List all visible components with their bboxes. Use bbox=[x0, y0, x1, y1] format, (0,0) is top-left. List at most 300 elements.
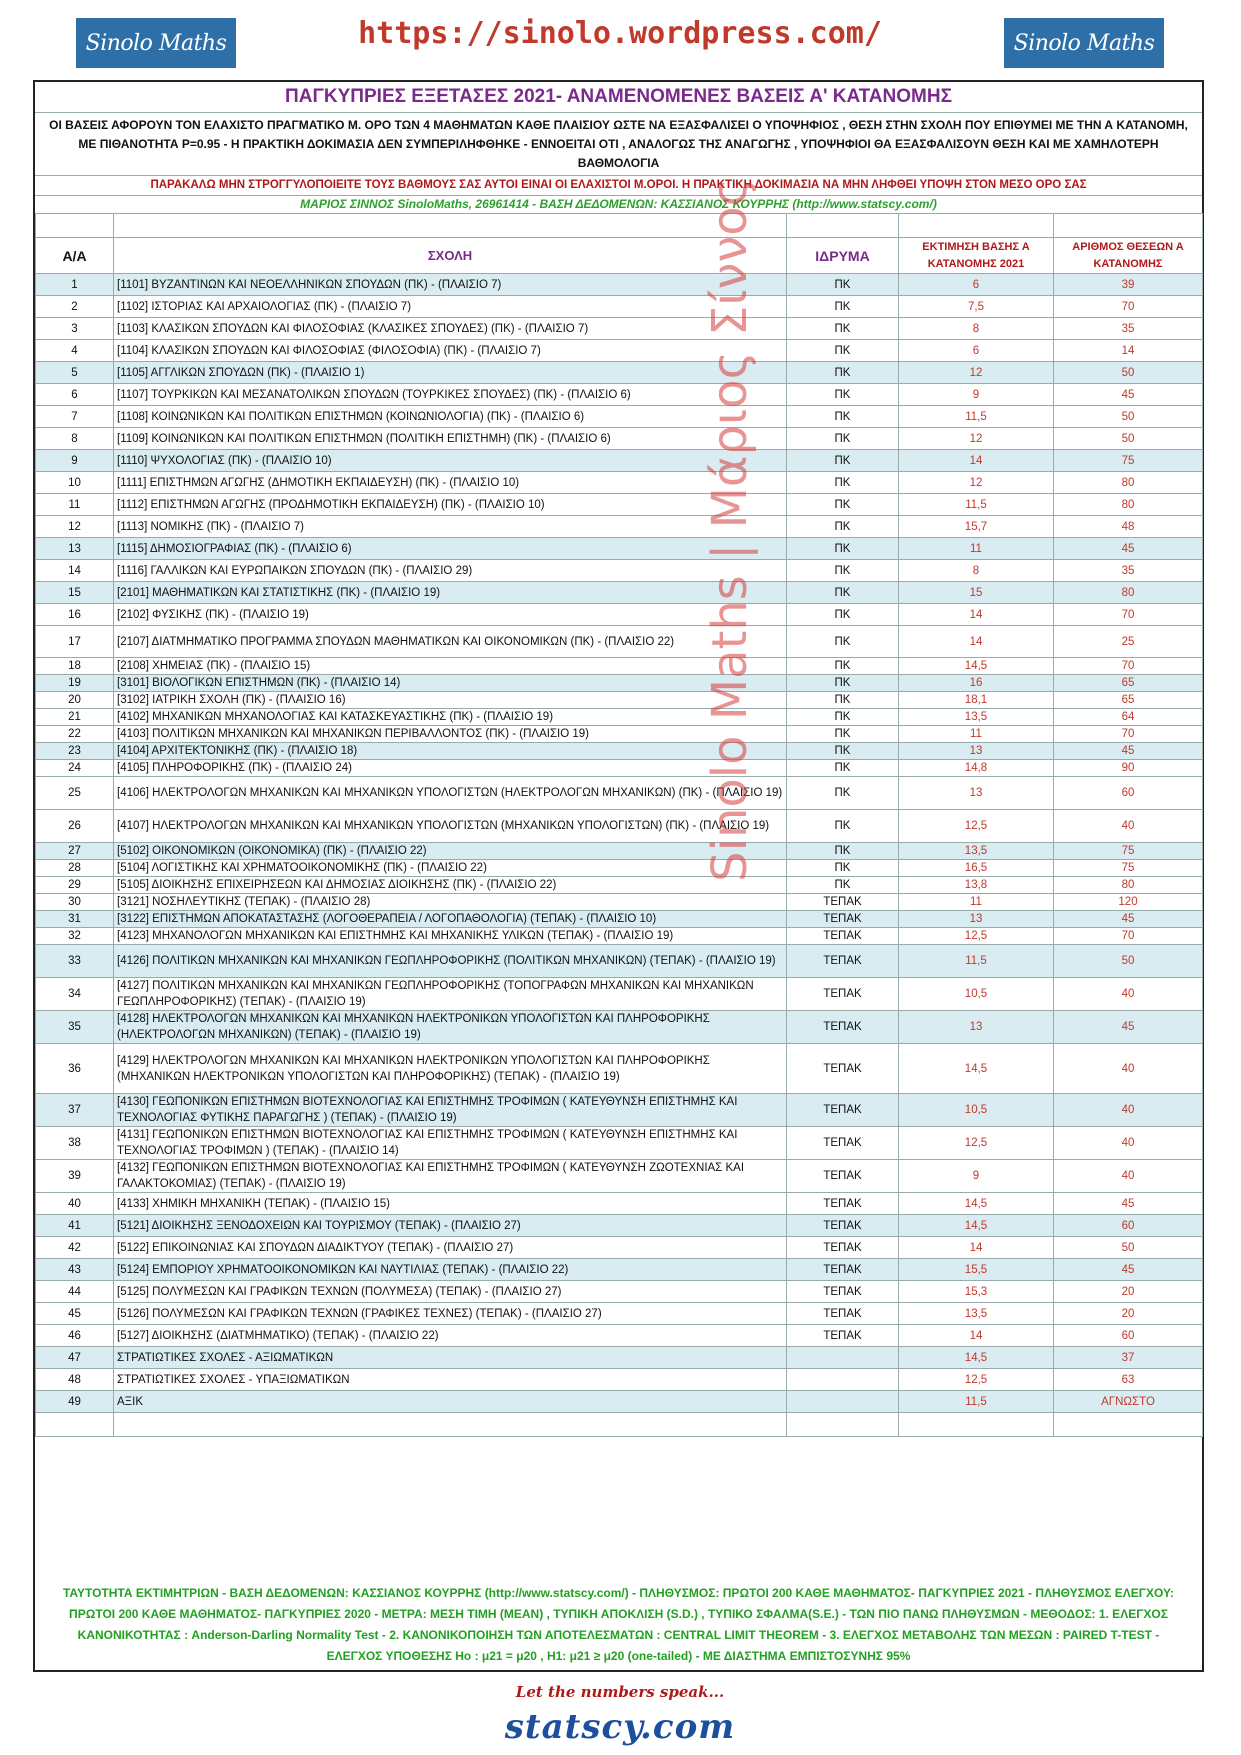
row-estimate: 16,5 bbox=[899, 860, 1054, 877]
row-school: [5127] ΔΙΟΙΚΗΣΗΣ (ΔΙΑΤΜΗΜΑΤΙΚΟ) (ΤΕΠΑΚ) - (ΠΛΑΙΣΙΟ 22) bbox=[114, 1325, 787, 1347]
row-seats: 50 bbox=[1054, 406, 1203, 428]
row-seats: 50 bbox=[1054, 945, 1203, 978]
row-number: 5 bbox=[36, 362, 114, 384]
row-number: 17 bbox=[36, 626, 114, 658]
row-institution: ΠΚ bbox=[787, 810, 899, 843]
row-number: 39 bbox=[36, 1160, 114, 1193]
results-table bbox=[35, 213, 1203, 1437]
row-school: [1110] ΨΥΧΟΛΟΓΙΑΣ (ΠΚ) - (ΠΛΑΙΣΙΟ 10) bbox=[114, 450, 787, 472]
row-school: [5104] ΛΟΓΙΣΤΙΚΗΣ ΚΑΙ ΧΡΗΜΑΤΟΟΙΚΟΝΟΜΙΚΗΣ (ΠΚ) - (ΠΛΑΙΣΙΟ 22) bbox=[114, 860, 787, 877]
row-institution: ΤΕΠΑΚ bbox=[787, 1325, 899, 1347]
row-seats: 45 bbox=[1054, 384, 1203, 406]
row-seats: 70 bbox=[1054, 928, 1203, 945]
row-school: [2102] ΦΥΣΙΚΗΣ (ΠΚ) - (ΠΛΑΙΣΙΟ 19) bbox=[114, 604, 787, 626]
row-estimate: 13 bbox=[899, 743, 1054, 760]
row-school: ΑΞΙΚ bbox=[114, 1391, 787, 1413]
row-seats: 45 bbox=[1054, 743, 1203, 760]
header-seats-line1: ΑΡΙΘΜΟΣ ΘΕΣΕΩΝ Α bbox=[1072, 240, 1184, 253]
row-institution: ΠΚ bbox=[787, 860, 899, 877]
row-seats: 80 bbox=[1054, 472, 1203, 494]
row-school: [5122] ΕΠΙΚΟΙΝΩΝΙΑΣ ΚΑΙ ΣΠΟΥΔΩΝ ΔΙΑΔΙΚΤΥΟΥ (ΤΕΠΑΚ) - (ΠΛΑΙΣΙΟ 27) bbox=[114, 1237, 787, 1259]
row-school: [1116] ΓΑΛΛΙΚΩΝ ΚΑΙ ΕΥΡΩΠΑΙΚΩΝ ΣΠΟΥΔΩΝ (ΠΚ) - (ΠΛΑΙΣΙΟ 29) bbox=[114, 560, 787, 582]
row-school: [1102] ΙΣΤΟΡΙΑΣ ΚΑΙ ΑΡΧΑΙΟΛΟΓΙΑΣ (ΠΚ) - (ΠΛΑΙΣΙΟ 7) bbox=[114, 296, 787, 318]
table-row bbox=[36, 978, 1203, 1011]
row-estimate: 14 bbox=[899, 1237, 1054, 1259]
row-number: 33 bbox=[36, 945, 114, 978]
statscy-tagline: Let the numbers speak... bbox=[515, 1683, 725, 1701]
header-estimate-line2: ΚΑΤΑΝΟΜΗΣ 2021 bbox=[927, 257, 1025, 270]
row-estimate: 11 bbox=[899, 726, 1054, 743]
row-seats: 65 bbox=[1054, 675, 1203, 692]
row-school: [1101] ΒΥΖΑΝΤΙΝΩΝ ΚΑΙ ΝΕΟΕΛΛΗΝΙΚΩΝ ΣΠΟΥΔΩΝ (ΠΚ) - (ΠΛΑΙΣΙΟ 7) bbox=[114, 274, 787, 296]
row-number: 45 bbox=[36, 1303, 114, 1325]
row-institution bbox=[787, 1369, 899, 1391]
row-estimate: 14,5 bbox=[899, 1347, 1054, 1369]
table-row bbox=[36, 1369, 1203, 1391]
row-estimate: 15,7 bbox=[899, 516, 1054, 538]
row-seats: 37 bbox=[1054, 1347, 1203, 1369]
row-school: [4107] ΗΛΕΚΤΡΟΛΟΓΩΝ ΜΗΧΑΝΙΚΩΝ ΚΑΙ ΜΗΧΑΝΙΚΩΝ ΥΠΟΛΟΓΙΣΤΩΝ (ΜΗΧΑΝΙΚΩΝ ΥΠΟΛΟΓΙΣΤΩΝ) (ΠΚ) - (ΠΛΑΙΣΙΟ 19) bbox=[114, 810, 787, 843]
row-estimate: 12,5 bbox=[899, 928, 1054, 945]
row-seats: 35 bbox=[1054, 560, 1203, 582]
row-school: [3101] ΒΙΟΛΟΓΙΚΩΝ ΕΠΙΣΤΗΜΩΝ (ΠΚ) - (ΠΛΑΙΣΙΟ 14) bbox=[114, 675, 787, 692]
row-number: 44 bbox=[36, 1281, 114, 1303]
row-school: [4103] ΠΟΛΙΤΙΚΩΝ ΜΗΧΑΝΙΚΩΝ ΚΑΙ ΜΗΧΑΝΙΚΩΝ ΠΕΡΙΒΑΛΛΟΝΤΟΣ (ΠΚ) - (ΠΛΑΙΣΙΟ 19) bbox=[114, 726, 787, 743]
row-seats: 45 bbox=[1054, 1193, 1203, 1215]
row-seats: 45 bbox=[1054, 911, 1203, 928]
row-seats: 70 bbox=[1054, 604, 1203, 626]
table-row bbox=[36, 777, 1203, 810]
row-estimate: 8 bbox=[899, 318, 1054, 340]
row-institution: ΠΚ bbox=[787, 494, 899, 516]
row-estimate: 6 bbox=[899, 340, 1054, 362]
row-number: 48 bbox=[36, 1369, 114, 1391]
row-institution: ΤΕΠΑΚ bbox=[787, 1044, 899, 1094]
header-aa: Α/Α bbox=[36, 238, 114, 274]
row-estimate: 13 bbox=[899, 911, 1054, 928]
table-row bbox=[36, 362, 1203, 384]
row-school: [4106] ΗΛΕΚΤΡΟΛΟΓΩΝ ΜΗΧΑΝΙΚΩΝ ΚΑΙ ΜΗΧΑΝΙΚΩΝ ΥΠΟΛΟΓΙΣΤΩΝ (ΗΛΕΚΤΡΟΛΟΓΩΝ ΜΗΧΑΝΙΚΩΝ) (ΠΚ) - (ΠΛΑΙΣΙΟ 19) bbox=[114, 777, 787, 810]
table-row bbox=[36, 928, 1203, 945]
row-number: 47 bbox=[36, 1347, 114, 1369]
sinolo-maths-logo-right: Sinolo Maths bbox=[1004, 18, 1164, 68]
row-institution: ΠΚ bbox=[787, 760, 899, 777]
row-seats: 40 bbox=[1054, 1127, 1203, 1160]
row-school: [1105] ΑΓΓΛΙΚΩΝ ΣΠΟΥΔΩΝ (ΠΚ) - (ΠΛΑΙΣΙΟ 1) bbox=[114, 362, 787, 384]
page-title: ΠΑΓΚΥΠΡΙΕΣ ΕΞΕΤΑΣΕΣ 2021- ΑΝΑΜΕΝΟΜΕΝΕΣ ΒΑΣΕΙΣ Α' ΚΑΤΑΝΟΜΗΣ bbox=[35, 82, 1202, 113]
table-row bbox=[36, 810, 1203, 843]
row-estimate: 14,5 bbox=[899, 1215, 1054, 1237]
row-school: [1104] ΚΛΑΣΙΚΩΝ ΣΠΟΥΔΩΝ ΚΑΙ ΦΙΛΟΣΟΦΙΑΣ (ΦΙΛΟΣΟΦΙΑ) (ΠΚ) - (ΠΛΑΙΣΙΟ 7) bbox=[114, 340, 787, 362]
row-seats: 40 bbox=[1054, 1044, 1203, 1094]
table-row bbox=[36, 406, 1203, 428]
table-row bbox=[36, 760, 1203, 777]
row-school: [2107] ΔΙΑΤΜΗΜΑΤΙΚΟ ΠΡΟΓΡΑΜΜΑ ΣΠΟΥΔΩΝ ΜΑΘΗΜΑΤΙΚΩΝ ΚΑΙ ΟΙΚΟΝΟΜΙΚΩΝ (ΠΚ) - (ΠΛΑΙΣΙΟ 22) bbox=[114, 626, 787, 658]
row-estimate: 14 bbox=[899, 604, 1054, 626]
row-seats: 70 bbox=[1054, 726, 1203, 743]
row-school: [4127] ΠΟΛΙΤΙΚΩΝ ΜΗΧΑΝΙΚΩΝ ΚΑΙ ΜΗΧΑΝΙΚΩΝ ΓΕΩΠΛΗΡΟΦΟΡΙΚΗΣ (ΤΟΠΟΓΡΑΦΩΝ ΜΗΧΑΝΙΚΩΝ ΚΑΙ ΜΗΧΑΝΙΚΩΝ ΓΕΩΠΛΗΡΟΦΟΡΙΚΗΣ) (ΤΕΠΑΚ) - (ΠΛΑΙΣΙΟ 19) bbox=[114, 978, 787, 1011]
row-estimate: 14 bbox=[899, 1325, 1054, 1347]
row-seats: 45 bbox=[1054, 538, 1203, 560]
row-institution: ΤΕΠΑΚ bbox=[787, 1259, 899, 1281]
row-seats: 70 bbox=[1054, 658, 1203, 675]
row-seats: 14 bbox=[1054, 340, 1203, 362]
table-row bbox=[36, 675, 1203, 692]
row-number: 10 bbox=[36, 472, 114, 494]
row-seats: 60 bbox=[1054, 1325, 1203, 1347]
row-estimate: 11,5 bbox=[899, 1391, 1054, 1413]
row-number: 15 bbox=[36, 582, 114, 604]
row-number: 14 bbox=[36, 560, 114, 582]
row-institution: ΠΚ bbox=[787, 743, 899, 760]
row-estimate: 13,5 bbox=[899, 843, 1054, 860]
row-seats: 48 bbox=[1054, 516, 1203, 538]
row-institution: ΠΚ bbox=[787, 362, 899, 384]
header-estimate-line1: ΕΚΤΙΜΗΣΗ ΒΑΣΗΣ Α bbox=[922, 240, 1030, 253]
table-header-row bbox=[36, 238, 1203, 274]
table-row bbox=[36, 582, 1203, 604]
watermark-text: Sinolo Maths | Μάριος Σίννος bbox=[702, 178, 758, 882]
header-institution: ΙΔΡΥΜΑ bbox=[787, 238, 899, 274]
table-row bbox=[36, 384, 1203, 406]
table-row bbox=[36, 428, 1203, 450]
row-number: 40 bbox=[36, 1193, 114, 1215]
row-seats: 65 bbox=[1054, 692, 1203, 709]
row-seats: 120 bbox=[1054, 894, 1203, 911]
row-number: 49 bbox=[36, 1391, 114, 1413]
row-estimate: 10,5 bbox=[899, 1094, 1054, 1127]
row-institution: ΠΚ bbox=[787, 318, 899, 340]
row-institution bbox=[787, 1391, 899, 1413]
row-estimate: 14,8 bbox=[899, 760, 1054, 777]
row-institution: ΠΚ bbox=[787, 274, 899, 296]
row-institution: ΠΚ bbox=[787, 582, 899, 604]
row-school: [1111] ΕΠΙΣΤΗΜΩΝ ΑΓΩΓΗΣ (ΔΗΜΟΤΙΚΗ ΕΚΠΑΙΔΕΥΣΗ) (ΠΚ) - (ΠΛΑΙΣΙΟ 10) bbox=[114, 472, 787, 494]
row-estimate: 14,5 bbox=[899, 658, 1054, 675]
row-estimate: 11,5 bbox=[899, 494, 1054, 516]
row-institution: ΠΚ bbox=[787, 538, 899, 560]
table-row bbox=[36, 1215, 1203, 1237]
row-institution: ΠΚ bbox=[787, 472, 899, 494]
row-number: 46 bbox=[36, 1325, 114, 1347]
row-seats: 40 bbox=[1054, 1094, 1203, 1127]
row-estimate: 14,5 bbox=[899, 1193, 1054, 1215]
row-institution: ΤΕΠΑΚ bbox=[787, 1160, 899, 1193]
row-number: 6 bbox=[36, 384, 114, 406]
table-row bbox=[36, 1303, 1203, 1325]
row-number: 18 bbox=[36, 658, 114, 675]
blank-row bbox=[36, 1413, 1203, 1437]
row-school: [1115] ΔΗΜΟΣΙΟΓΡΑΦΙΑΣ (ΠΚ) - (ΠΛΑΙΣΙΟ 6) bbox=[114, 538, 787, 560]
row-institution: ΤΕΠΑΚ bbox=[787, 1193, 899, 1215]
row-number: 9 bbox=[36, 450, 114, 472]
row-estimate: 13 bbox=[899, 777, 1054, 810]
row-institution: ΤΕΠΑΚ bbox=[787, 928, 899, 945]
table-row bbox=[36, 516, 1203, 538]
row-institution: ΠΚ bbox=[787, 777, 899, 810]
table-row bbox=[36, 1160, 1203, 1193]
row-number: 19 bbox=[36, 675, 114, 692]
row-seats: 40 bbox=[1054, 1160, 1203, 1193]
table-row bbox=[36, 274, 1203, 296]
row-estimate: 9 bbox=[899, 384, 1054, 406]
table-row bbox=[36, 911, 1203, 928]
row-estimate: 8 bbox=[899, 560, 1054, 582]
row-institution: ΠΚ bbox=[787, 340, 899, 362]
row-institution: ΤΕΠΑΚ bbox=[787, 1094, 899, 1127]
row-number: 11 bbox=[36, 494, 114, 516]
row-school: [3102] ΙΑΤΡΙΚΗ ΣΧΟΛΗ (ΠΚ) - (ΠΛΑΙΣΙΟ 16) bbox=[114, 692, 787, 709]
row-estimate: 13,8 bbox=[899, 877, 1054, 894]
row-school: [4126] ΠΟΛΙΤΙΚΩΝ ΜΗΧΑΝΙΚΩΝ ΚΑΙ ΜΗΧΑΝΙΚΩΝ ΓΕΩΠΛΗΡΟΦΟΡΙΚΗΣ (ΠΟΛΙΤΙΚΩΝ ΜΗΧΑΝΙΚΩΝ) (ΤΕΠΑΚ) - (ΠΛΑΙΣΙΟ 19) bbox=[114, 945, 787, 978]
row-institution: ΠΚ bbox=[787, 406, 899, 428]
row-number: 21 bbox=[36, 709, 114, 726]
row-school: [4132] ΓΕΩΠΟΝΙΚΩΝ ΕΠΙΣΤΗΜΩΝ ΒΙΟΤΕΧΝΟΛΟΓΙΑΣ ΚΑΙ ΕΠΙΣΤΗΜΗΣ ΤΡΟΦΙΜΩΝ ( ΚΑΤΕΥΘΥΝΣΗ ΖΩΟΤΕΧΝΙΑΣ ΚΑΙ ΓΑΛΑΚΤΟΚΟΜΙΑΣ) (ΤΕΠΑΚ) - (ΠΛΑΙΣΙΟ 19) bbox=[114, 1160, 787, 1193]
row-institution: ΠΚ bbox=[787, 726, 899, 743]
row-school: [5105] ΔΙΟΙΚΗΣΗΣ ΕΠΙΧΕΙΡΗΣΕΩΝ ΚΑΙ ΔΗΜΟΣΙΑΣ ΔΙΟΙΚΗΣΗΣ (ΠΚ) - (ΠΛΑΙΣΙΟ 22) bbox=[114, 877, 787, 894]
row-seats: 39 bbox=[1054, 274, 1203, 296]
row-estimate: 11,5 bbox=[899, 945, 1054, 978]
row-school: [5126] ΠΟΛΥΜΕΣΩΝ ΚΑΙ ΓΡΑΦΙΚΩΝ ΤΕΧΝΩΝ (ΓΡΑΦΙΚΕΣ ΤΕΧΝΕΣ) (ΤΕΠΑΚ) - (ΠΛΑΙΣΙΟ 27) bbox=[114, 1303, 787, 1325]
row-institution: ΠΚ bbox=[787, 428, 899, 450]
row-school: [3122] ΕΠΙΣΤΗΜΩΝ ΑΠΟΚΑΤΑΣΤΑΣΗΣ (ΛΟΓΟΘΕΡΑΠΕΙΑ / ΛΟΓΟΠΑΘΟΛΟΓΙΑ) (ΤΕΠΑΚ) - (ΠΛΑΙΣΙΟ 10) bbox=[114, 911, 787, 928]
table-row bbox=[36, 877, 1203, 894]
row-seats: 75 bbox=[1054, 860, 1203, 877]
row-seats: 80 bbox=[1054, 494, 1203, 516]
row-institution: ΠΚ bbox=[787, 516, 899, 538]
row-number: 20 bbox=[36, 692, 114, 709]
row-school: ΣΤΡΑΤΙΩΤΙΚΕΣ ΣΧΟΛΕΣ - ΑΞΙΩΜΑΤΙΚΩΝ bbox=[114, 1347, 787, 1369]
table-row bbox=[36, 472, 1203, 494]
row-number: 32 bbox=[36, 928, 114, 945]
row-estimate: 18,1 bbox=[899, 692, 1054, 709]
row-institution: ΠΚ bbox=[787, 450, 899, 472]
row-institution: ΤΕΠΑΚ bbox=[787, 1237, 899, 1259]
table-row bbox=[36, 538, 1203, 560]
row-school: ΣΤΡΑΤΙΩΤΙΚΕΣ ΣΧΟΛΕΣ - ΥΠΑΞΙΩΜΑΤΙΚΩΝ bbox=[114, 1369, 787, 1391]
row-school: [4131] ΓΕΩΠΟΝΙΚΩΝ ΕΠΙΣΤΗΜΩΝ ΒΙΟΤΕΧΝΟΛΟΓΙΑΣ ΚΑΙ ΕΠΙΣΤΗΜΗΣ ΤΡΟΦΙΜΩΝ ( ΚΑΤΕΥΘΥΝΣΗ ΕΠΙΣΤΗΜΗΣ ΚΑΙ ΤΕΧΝΟΛΟΓΙΑΣ ΤΡΟΦΙΜΩΝ ) (ΤΕΠΑΚ) - (ΠΛΑΙΣΙΟ 14) bbox=[114, 1127, 787, 1160]
row-institution: ΠΚ bbox=[787, 604, 899, 626]
warning-text: ΠΑΡΑΚΑΛΩ ΜΗΝ ΣΤΡΟΓΓΥΛΟΠΟΙΕΙΤΕ ΤΟΥΣ ΒΑΘΜΟΥΣ ΣΑΣ ΑΥΤΟΙ ΕΙΝΑΙ ΟΙ ΕΛΑΧΙΣΤΟΙ Μ.ΟΡΟΙ. Η ΠΡΑΚΤΙΚΗ ΔΟΚΙΜΑΣΙΑ ΝΑ ΜΗΝ ΛΗΦΘΕΙ ΥΠΟΨΗ ΣΤΟΝ ΜΕΣΟ ΟΡΟ ΣΑΣ bbox=[35, 176, 1202, 196]
row-number: 16 bbox=[36, 604, 114, 626]
row-number: 34 bbox=[36, 978, 114, 1011]
table-row bbox=[36, 450, 1203, 472]
table-row bbox=[36, 560, 1203, 582]
table-row bbox=[36, 1237, 1203, 1259]
row-school: [2108] ΧΗΜΕΙΑΣ (ΠΚ) - (ΠΛΑΙΣΙΟ 15) bbox=[114, 658, 787, 675]
row-seats: 63 bbox=[1054, 1369, 1203, 1391]
row-number: 23 bbox=[36, 743, 114, 760]
row-school: [4129] ΗΛΕΚΤΡΟΛΟΓΩΝ ΜΗΧΑΝΙΚΩΝ ΚΑΙ ΜΗΧΑΝΙΚΩΝ ΗΛΕΚΤΡΟΝΙΚΩΝ ΥΠΟΛΟΓΙΣΤΩΝ ΚΑΙ ΠΛΗΡΟΦΟΡΙΚΗΣ (ΜΗΧΑΝΙΚΩΝ ΗΛΕΚΤΡΟΝΙΚΩΝ ΥΠΟΛΟΓΙΣΤΩΝ ΚΑΙ ΠΛΗΡΟΦΟΡΙΚΗΣ) (ΤΕΠΑΚ) - (ΠΛΑΙΣΙΟ 19) bbox=[114, 1044, 787, 1094]
row-school: [5124] ΕΜΠΟΡΙΟΥ ΧΡΗΜΑΤΟΟΙΚΟΝΟΜΙΚΩΝ ΚΑΙ ΝΑΥΤΙΛΙΑΣ (ΤΕΠΑΚ) - (ΠΛΑΙΣΙΟ 22) bbox=[114, 1259, 787, 1281]
row-seats: 35 bbox=[1054, 318, 1203, 340]
row-number: 30 bbox=[36, 894, 114, 911]
row-number: 22 bbox=[36, 726, 114, 743]
row-number: 26 bbox=[36, 810, 114, 843]
row-estimate: 16 bbox=[899, 675, 1054, 692]
table-row bbox=[36, 658, 1203, 675]
row-estimate: 12,5 bbox=[899, 1369, 1054, 1391]
row-institution: ΤΕΠΑΚ bbox=[787, 945, 899, 978]
row-seats: 20 bbox=[1054, 1281, 1203, 1303]
table-row bbox=[36, 318, 1203, 340]
table-row bbox=[36, 340, 1203, 362]
row-seats: ΑΓΝΩΣΤΟ bbox=[1054, 1391, 1203, 1413]
table-row bbox=[36, 296, 1203, 318]
row-seats: 45 bbox=[1054, 1011, 1203, 1044]
statscy-brand: statscy.com bbox=[504, 1707, 736, 1747]
table-row bbox=[36, 604, 1203, 626]
row-institution: ΠΚ bbox=[787, 560, 899, 582]
row-number: 1 bbox=[36, 274, 114, 296]
table-row bbox=[36, 894, 1203, 911]
table-row bbox=[36, 1011, 1203, 1044]
row-estimate: 12,5 bbox=[899, 810, 1054, 843]
row-school: [5102] ΟΙΚΟΝΟΜΙΚΩΝ (ΟΙΚΟΝΟΜΙΚΑ) (ΠΚ) - (ΠΛΑΙΣΙΟ 22) bbox=[114, 843, 787, 860]
row-seats: 60 bbox=[1054, 1215, 1203, 1237]
row-seats: 64 bbox=[1054, 709, 1203, 726]
row-school: [4130] ΓΕΩΠΟΝΙΚΩΝ ΕΠΙΣΤΗΜΩΝ ΒΙΟΤΕΧΝΟΛΟΓΙΑΣ ΚΑΙ ΕΠΙΣΤΗΜΗΣ ΤΡΟΦΙΜΩΝ ( ΚΑΤΕΥΘΥΝΣΗ ΕΠΙΣΤΗΜΗΣ ΚΑΙ ΤΕΧΝΟΛΟΓΙΑΣ ΦΥΤΙΚΗΣ ΠΑΡΑΓΩΓΗΣ ) (ΤΕΠΑΚ) - (ΠΛΑΙΣΙΟ 19) bbox=[114, 1094, 787, 1127]
table-row bbox=[36, 494, 1203, 516]
row-seats: 20 bbox=[1054, 1303, 1203, 1325]
table-row bbox=[36, 843, 1203, 860]
table-row bbox=[36, 1347, 1203, 1369]
row-institution: ΤΕΠΑΚ bbox=[787, 978, 899, 1011]
row-seats: 50 bbox=[1054, 1237, 1203, 1259]
row-institution: ΠΚ bbox=[787, 709, 899, 726]
row-estimate: 12 bbox=[899, 472, 1054, 494]
methodology-text: ΤΑΥΤΟΤΗΤΑ ΕΚΤΙΜΗΤΡΙΩΝ - ΒΑΣΗ ΔΕΔΟΜΕΝΩΝ: ΚΑΣΣΙΑΝΟΣ ΚΟΥΡΡΗΣ (http://www.statscy.com/) - ΠΛΗΘΥΣΜΟΣ: ΠΡΩΤΟΙ 200 ΚΑΘΕ ΜΑΘΗΜΑΤΟΣ- ΠΑΓΚΥΠΡΙΕΣ 2021 - ΠΛΗΘΥΣΜΟΣ ΕΛΕΓΧΟΥ: ΠΡΩΤΟΙ 200 ΚΑΘΕ ΜΑΘΗΜΑΤΟΣ- ΠΑΓΚΥΠΡΙΕΣ 2020 - ΜΕΤΡΑ: ΜΕΣΗ ΤΙΜΗ (MEAN) , ΤΥΠΙΚΗ ΑΠΟΚΛΙΣΗ (S.D.) , ΤΥΠΙΚΟ ΣΦΑΛΜΑ(S.E.) - ΤΩΝ ΠΙΟ ΠΑΝΩ ΠΛΗΘΥΣΜΩΝ - ΜΕΘΟΔΟΣ: 1. ΕΛΕΓΧΟΣ ΚΑΝΟΝΙΚΟΤΗΤΑΣ : Anderson-Darling Normality Test - 2. ΚΑΝΟΝΙΚΟΠΟΙΗΣΗ ΤΩΝ ΑΠΟΤΕΛΕΣΜΑΤΩΝ : CENTRAL LIMIT THEOREM - 3. ΕΛΕΓΧΟΣ ΜΕΤΑΒΟΛΗΣ ΤΩΝ ΜΕΣΩΝ : PAIRED T-TEST - ΕΛΕΓΧΟΣ ΥΠΟΘΕΣΗΣ Ho : μ21 = μ20 , H1: μ21 ≥ μ20 (one-tailed) - ΜΕ ΔΙΑΣΤΗΜΑ ΕΜΠΙΣΤΟΣΥΝΗΣ 95% bbox=[62, 1586, 1175, 1663]
table-row bbox=[36, 1044, 1203, 1094]
row-institution: ΠΚ bbox=[787, 692, 899, 709]
table-row bbox=[36, 626, 1203, 658]
row-school: [1112] ΕΠΙΣΤΗΜΩΝ ΑΓΩΓΗΣ (ΠΡΟΔΗΜΟΤΙΚΗ ΕΚΠΑΙΔΕΥΣΗ) (ΠΚ) - (ΠΛΑΙΣΙΟ 10) bbox=[114, 494, 787, 516]
row-institution bbox=[787, 1347, 899, 1369]
header-seats-line2: ΚΑΤΑΝΟΜΗΣ bbox=[1093, 257, 1163, 270]
row-institution: ΠΚ bbox=[787, 877, 899, 894]
row-number: 2 bbox=[36, 296, 114, 318]
row-school: [4123] ΜΗΧΑΝΟΛΟΓΩΝ ΜΗΧΑΝΙΚΩΝ ΚΑΙ ΕΠΙΣΤΗΜΗΣ ΚΑΙ ΜΗΧΑΝΙΚΗΣ ΥΛΙΚΩΝ (ΤΕΠΑΚ) - (ΠΛΑΙΣΙΟ 19) bbox=[114, 928, 787, 945]
row-estimate: 11 bbox=[899, 538, 1054, 560]
notice-text: ΟΙ ΒΑΣΕΙΣ ΑΦΟΡΟΥΝ ΤΟΝ ΕΛΑΧΙΣΤΟ ΠΡΑΓΜΑΤΙΚΟ Μ. ΟΡΟ ΤΩΝ 4 ΜΑΘΗΜΑΤΩΝ ΚΑΘΕ ΠΛΑΙΣΙΟΥ ΩΣΤΕ ΝΑ ΕΞΑΣΦΑΛΙΣΕΙ Ο ΥΠΟΨΗΦΙΟΣ , ΘΕΣΗ ΣΤΗΝ ΣΧΟΛΗ ΠΟΥ ΕΠΙΘΥΜΕΙ ΜΕ ΤΗΝ Α ΚΑΤΑΝΟΜΗ, ΜΕ ΠΙΘΑΝΟΤΗΤΑ Ρ=0.95 - Η ΠΡΑΚΤΙΚΗ ΔΟΚΙΜΑΣΙΑ ΔΕΝ ΣΥΜΠΕΡΙΛΗΦΘΗΚΕ - ΕΝΝΟΕΙΤΑΙ ΟΤΙ , ΑΝΑΛΟΓΩΣ ΤΗΣ ΑΝΑΓΩΓΗΣ , ΥΠΟΨΗΦΙΟΙ ΘΑ ΕΞΑΣΦΑΛΙΣΟΥΝ ΘΕΣΗ ΚΑΙ ΜΕ ΧΑΜΗΛΟΤΕΡΗ ΒΑΘΜΟΛΟΓΙΑ bbox=[35, 112, 1202, 176]
table-row bbox=[36, 1391, 1203, 1413]
row-seats: 50 bbox=[1054, 428, 1203, 450]
row-school: [5121] ΔΙΟΙΚΗΣΗΣ ΞΕΝΟΔΟΧΕΙΩΝ ΚΑΙ ΤΟΥΡΙΣΜΟΥ (ΤΕΠΑΚ) - (ΠΛΑΙΣΙΟ 27) bbox=[114, 1215, 787, 1237]
row-institution: ΤΕΠΑΚ bbox=[787, 1011, 899, 1044]
table-row bbox=[36, 1094, 1203, 1127]
row-school: [4128] ΗΛΕΚΤΡΟΛΟΓΩΝ ΜΗΧΑΝΙΚΩΝ ΚΑΙ ΜΗΧΑΝΙΚΩΝ ΗΛΕΚΤΡΟΝΙΚΩΝ ΥΠΟΛΟΓΙΣΤΩΝ ΚΑΙ ΠΛΗΡΟΦΟΡΙΚΗΣ (ΗΛΕΚΤΡΟΛΟΓΩΝ ΜΗΧΑΝΙΚΩΝ) (ΤΕΠΑΚ) - (ΠΛΑΙΣΙΟ 19) bbox=[114, 1011, 787, 1044]
row-estimate: 9 bbox=[899, 1160, 1054, 1193]
row-estimate: 13,5 bbox=[899, 1303, 1054, 1325]
table-row bbox=[36, 1127, 1203, 1160]
row-estimate: 12 bbox=[899, 362, 1054, 384]
row-school: [4133] ΧΗΜΙΚΗ ΜΗΧΑΝΙΚΗ (ΤΕΠΑΚ) - (ΠΛΑΙΣΙΟ 15) bbox=[114, 1193, 787, 1215]
row-institution: ΠΚ bbox=[787, 675, 899, 692]
table-row bbox=[36, 726, 1203, 743]
header-estimate bbox=[899, 238, 1054, 274]
row-institution: ΤΕΠΑΚ bbox=[787, 911, 899, 928]
header-school: ΣΧΟΛΗ bbox=[114, 238, 787, 274]
row-number: 27 bbox=[36, 843, 114, 860]
table-row bbox=[36, 1325, 1203, 1347]
row-institution: ΤΕΠΑΚ bbox=[787, 1281, 899, 1303]
row-institution: ΤΕΠΑΚ bbox=[787, 1215, 899, 1237]
row-number: 29 bbox=[36, 877, 114, 894]
table-row bbox=[36, 1193, 1203, 1215]
row-seats: 45 bbox=[1054, 1259, 1203, 1281]
row-seats: 80 bbox=[1054, 582, 1203, 604]
row-estimate: 13 bbox=[899, 1011, 1054, 1044]
row-school: [1109] ΚΟΙΝΩΝΙΚΩΝ ΚΑΙ ΠΟΛΙΤΙΚΩΝ ΕΠΙΣΤΗΜΩΝ (ΠΟΛΙΤΙΚΗ ΕΠΙΣΤΗΜΗ) (ΠΚ) - (ΠΛΑΙΣΙΟ 6) bbox=[114, 428, 787, 450]
row-institution: ΠΚ bbox=[787, 626, 899, 658]
row-seats: 60 bbox=[1054, 777, 1203, 810]
row-estimate: 15,5 bbox=[899, 1259, 1054, 1281]
row-estimate: 14 bbox=[899, 450, 1054, 472]
row-school: [3121] ΝΟΣΗΛΕΥΤΙΚΗΣ (ΤΕΠΑΚ) - (ΠΛΑΙΣΙΟ 28) bbox=[114, 894, 787, 911]
row-number: 8 bbox=[36, 428, 114, 450]
row-institution: ΤΕΠΑΚ bbox=[787, 1303, 899, 1325]
table-row bbox=[36, 692, 1203, 709]
row-number: 41 bbox=[36, 1215, 114, 1237]
row-number: 4 bbox=[36, 340, 114, 362]
table-row bbox=[36, 945, 1203, 978]
row-seats: 40 bbox=[1054, 810, 1203, 843]
row-estimate: 10,5 bbox=[899, 978, 1054, 1011]
row-institution: ΠΚ bbox=[787, 296, 899, 318]
row-number: 36 bbox=[36, 1044, 114, 1094]
author-line: ΜΑΡΙΟΣ ΣΙΝΝΟΣ SinoloMaths, 26961414 - ΒΑΣΗ ΔΕΔΟΜΕΝΩΝ: ΚΑΣΣΙΑΝΟΣ ΚΟΥΡΡΗΣ (http://www.statscy.com/) bbox=[300, 197, 937, 211]
row-number: 28 bbox=[36, 860, 114, 877]
row-institution: ΤΕΠΑΚ bbox=[787, 1127, 899, 1160]
row-number: 31 bbox=[36, 911, 114, 928]
row-school: [1107] ΤΟΥΡΚΙΚΩΝ ΚΑΙ ΜΕΣΑΝΑΤΟΛΙΚΩΝ ΣΠΟΥΔΩΝ (ΤΟΥΡΚΙΚΕΣ ΣΠΟΥΔΕΣ) (ΠΚ) - (ΠΛΑΙΣΙΟ 6) bbox=[114, 384, 787, 406]
row-seats: 90 bbox=[1054, 760, 1203, 777]
row-estimate: 11 bbox=[899, 894, 1054, 911]
row-estimate: 15,3 bbox=[899, 1281, 1054, 1303]
row-estimate: 15 bbox=[899, 582, 1054, 604]
row-school: [1103] ΚΛΑΣΙΚΩΝ ΣΠΟΥΔΩΝ ΚΑΙ ΦΙΛΟΣΟΦΙΑΣ (ΚΛΑΣΙΚΕΣ ΣΠΟΥΔΕΣ) (ΠΚ) - (ΠΛΑΙΣΙΟ 7) bbox=[114, 318, 787, 340]
blank-row bbox=[36, 214, 1203, 238]
row-number: 42 bbox=[36, 1237, 114, 1259]
table-row bbox=[36, 709, 1203, 726]
row-school: [4102] ΜΗΧΑΝΙΚΩΝ ΜΗΧΑΝΟΛΟΓΙΑΣ ΚΑΙ ΚΑΤΑΣΚΕΥΑΣΤΙΚΗΣ (ΠΚ) - (ΠΛΑΙΣΙΟ 19) bbox=[114, 709, 787, 726]
row-number: 35 bbox=[36, 1011, 114, 1044]
row-estimate: 11,5 bbox=[899, 406, 1054, 428]
row-estimate: 12 bbox=[899, 428, 1054, 450]
row-number: 37 bbox=[36, 1094, 114, 1127]
row-number: 25 bbox=[36, 777, 114, 810]
table-row bbox=[36, 1259, 1203, 1281]
site-url-link[interactable]: https://sinolo.wordpress.com/ bbox=[358, 16, 882, 51]
row-school: [5125] ΠΟΛΥΜΕΣΩΝ ΚΑΙ ΓΡΑΦΙΚΩΝ ΤΕΧΝΩΝ (ΠΟΛΥΜΕΣΑ) (ΤΕΠΑΚ) - (ΠΛΑΙΣΙΟ 27) bbox=[114, 1281, 787, 1303]
row-seats: 40 bbox=[1054, 978, 1203, 1011]
row-school: [2101] ΜΑΘΗΜΑΤΙΚΩΝ ΚΑΙ ΣΤΑΤΙΣΤΙΚΗΣ (ΠΚ) - (ΠΛΑΙΣΙΟ 19) bbox=[114, 582, 787, 604]
row-number: 38 bbox=[36, 1127, 114, 1160]
table-row bbox=[36, 1281, 1203, 1303]
row-number: 24 bbox=[36, 760, 114, 777]
row-school: [1108] ΚΟΙΝΩΝΙΚΩΝ ΚΑΙ ΠΟΛΙΤΙΚΩΝ ΕΠΙΣΤΗΜΩΝ (ΚΟΙΝΩΝΙΟΛΟΓΙΑ) (ΠΚ) - (ΠΛΑΙΣΙΟ 6) bbox=[114, 406, 787, 428]
row-institution: ΤΕΠΑΚ bbox=[787, 894, 899, 911]
row-number: 12 bbox=[36, 516, 114, 538]
row-school: [4104] ΑΡΧΙΤΕΚΤΟΝΙΚΗΣ (ΠΚ) - (ΠΛΑΙΣΙΟ 18) bbox=[114, 743, 787, 760]
row-institution: ΠΚ bbox=[787, 384, 899, 406]
row-institution: ΠΚ bbox=[787, 843, 899, 860]
row-number: 43 bbox=[36, 1259, 114, 1281]
row-school: [1113] ΝΟΜΙΚΗΣ (ΠΚ) - (ΠΛΑΙΣΙΟ 7) bbox=[114, 516, 787, 538]
row-seats: 80 bbox=[1054, 877, 1203, 894]
row-number: 7 bbox=[36, 406, 114, 428]
table-row bbox=[36, 743, 1203, 760]
